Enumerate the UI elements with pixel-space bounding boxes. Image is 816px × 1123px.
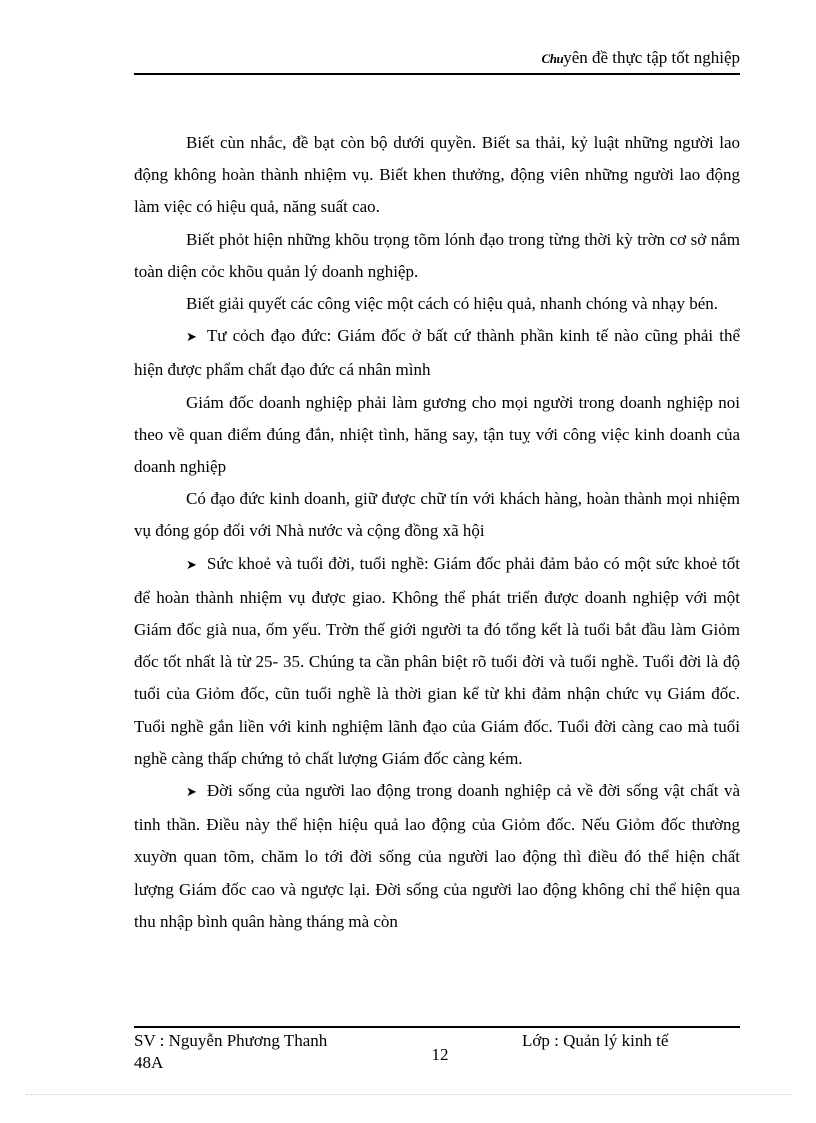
student-class-code: 48A (134, 1053, 164, 1072)
footer-divider (134, 1026, 740, 1028)
paragraph: Biết cùn nhắc, đề bạt còn bộ dưới quyền. Biết sa thải, kỷ luật những người lao động không hoàn thành nhiệm vụ. Biết khen thưởng, động viên những người lao động làm việc có hiệu quả, năng suất cao. (134, 133, 740, 217)
header-divider (134, 73, 740, 75)
footer-class: Lớp : Quản lý kinh tế (522, 1031, 669, 1050)
paragraph: Giám đốc doanh nghiệp phải làm gương cho mọi người trong doanh nghiệp noi theo về quan điểm đúng đắn, nhiệt tình, hăng say, tận tuỵ với công việc kinh doanh của doanh nghiệp (134, 392, 740, 477)
arrow-bullet-icon: ➤ (186, 785, 197, 801)
running-header (134, 44, 740, 72)
header-logo: Chu (541, 51, 564, 66)
paragraph: Biết giải quyết các công việc một cách có hiệu quả, nhanh chóng và nhạy bén. (186, 294, 719, 314)
arrow-bullet-icon: ➤ (186, 330, 197, 346)
header-title: yên đề thực tập tốt nghiệp (563, 48, 740, 67)
document-body (134, 127, 740, 938)
paragraph: Biết phỏt hiện những khõu trọng tõm lónh đạo trong từng thời kỳ trờn cơ sở nắm toàn diện cỏc khõu quản lý doanh nghiệp. (134, 229, 740, 281)
page-edge-dots (26, 1094, 792, 1095)
page-number: 12 (431, 1045, 449, 1064)
bullet-paragraph: ➤ Tư cỏch đạo đức: Giám đốc ở bất cứ thành phần kinh tế nào cũng phải thể hiện được phẩm chất đạo đức cá nhân mình (134, 326, 740, 380)
footer-student (134, 1030, 384, 1074)
paragraph: Có đạo đức kinh doanh, giữ được chữ tín với khách hàng, hoàn thành mọi nhiệm vụ đóng góp đối với Nhà nước và cộng đồng xã hội (134, 489, 740, 541)
bullet-paragraph: ➤ Đời sống của người lao động trong doanh nghiệp cả về đời sống vật chất và tinh thần. Điều này thể hiện hiệu quả lao động của Giỏm đốc. Nếu Giỏm đốc thường xuyờn quan tõm, chăm lo tới đời sống của người lao động thì điều đó thể hiện chất lượng Giám đốc cao và ngược lại. Đời sống của người lao động không chỉ thể hiện qua thu nhập bình quân hàng tháng mà còn (134, 781, 740, 931)
bullet-paragraph: ➤ Sức khoẻ và tuổi đời, tuổi nghề: Giám đốc phải đảm bảo có một sức khoẻ tốt để hoàn thành nhiệm vụ được giao. Không thể phát triển được doanh nghiệp với một Giám đốc già nua, ốm yếu. Trờn thế giới người ta đó tổng kết là tuổi bắt đầu làm Giỏm đốc tốt nhất là từ 25- 35. Chúng ta cần phân biệt rõ tuổi đời và tuổi nghề. Tuổi đời là độ tuổi của Giỏm đốc, cũn tuổi nghề là thời gian kể từ khi đảm nhận chức vụ Giám đốc. Tuổi nghề gắn liền với kinh nghiệm lãnh đạo của Giám đốc. Tuổi đời càng cao mà tuổi nghề càng thấp chứng tỏ chất lượng Giám đốc càng kém. (134, 553, 740, 768)
student-name: SV : Nguyễn Phương Thanh (134, 1031, 328, 1050)
arrow-bullet-icon: ➤ (186, 557, 197, 573)
